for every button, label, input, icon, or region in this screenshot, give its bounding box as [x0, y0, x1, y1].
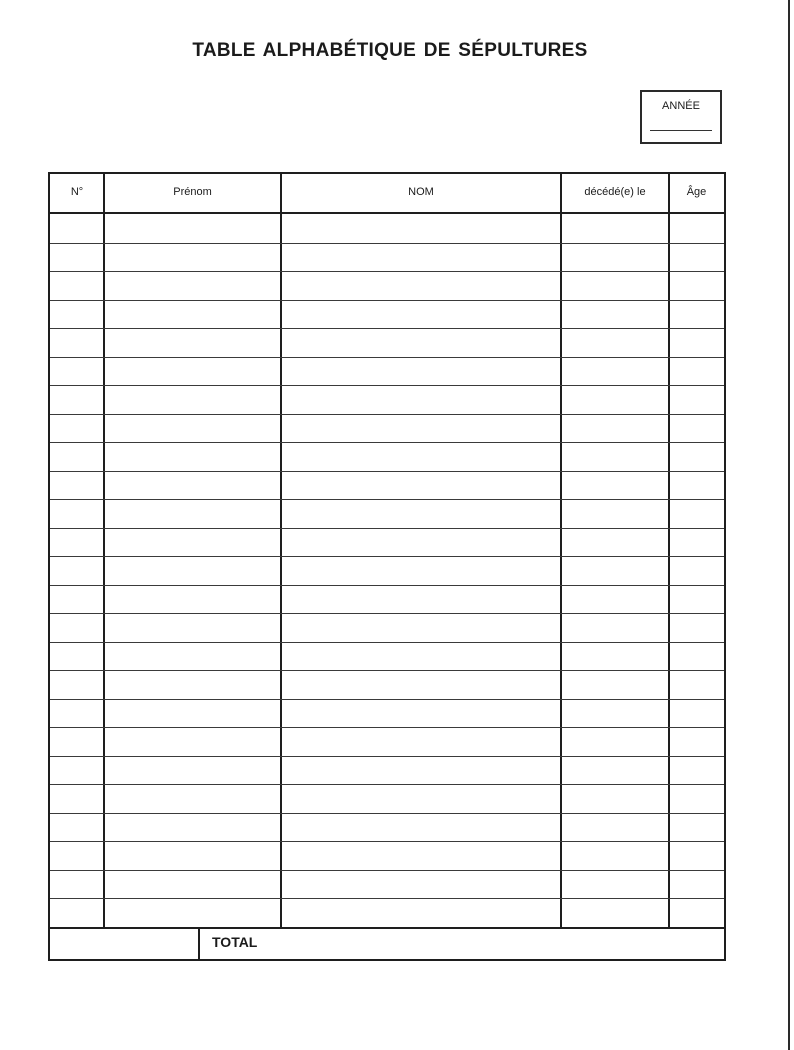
table-row[interactable]	[50, 385, 724, 414]
table-row[interactable]	[50, 556, 724, 585]
row-rule	[50, 670, 724, 671]
table-row[interactable]	[50, 870, 724, 899]
row-rule	[50, 300, 724, 301]
burial-register-table	[48, 172, 726, 929]
year-field[interactable]	[650, 130, 712, 131]
table-row[interactable]	[50, 414, 724, 443]
table-row[interactable]	[50, 898, 724, 927]
row-rule	[50, 642, 724, 643]
table-row[interactable]	[50, 585, 724, 614]
table-row[interactable]	[50, 271, 724, 300]
page-title: TABLE ALPHABÉTIQUE DE SÉPULTURES	[192, 40, 588, 61]
row-rule	[50, 613, 724, 614]
row-rule	[50, 414, 724, 415]
column-header-last-name: NOM	[408, 186, 434, 198]
row-rule	[50, 528, 724, 529]
table-row[interactable]	[50, 528, 724, 557]
table-row[interactable]	[50, 471, 724, 500]
table-row[interactable]	[50, 784, 724, 813]
column-header-death-date: décédé(e) le	[584, 186, 646, 198]
total-blank-cell[interactable]	[50, 927, 200, 959]
row-rule	[50, 870, 724, 871]
table-row[interactable]	[50, 499, 724, 528]
table-row[interactable]	[50, 841, 724, 870]
table-row[interactable]	[50, 214, 724, 243]
row-rule	[50, 471, 724, 472]
row-rule	[50, 898, 724, 899]
row-rule	[50, 243, 724, 244]
page-edge	[788, 0, 790, 1050]
table-row[interactable]	[50, 442, 724, 471]
table-row[interactable]	[50, 756, 724, 785]
row-rule	[50, 357, 724, 358]
row-rule	[50, 813, 724, 814]
table-row[interactable]	[50, 328, 724, 357]
table-row[interactable]	[50, 642, 724, 671]
table-row[interactable]	[50, 613, 724, 642]
row-rule	[50, 385, 724, 386]
table-row[interactable]	[50, 813, 724, 842]
row-rule	[50, 556, 724, 557]
year-box	[640, 90, 722, 144]
column-header-first-name: Prénom	[173, 186, 212, 198]
year-label: ANNÉE	[662, 100, 700, 112]
row-rule	[50, 271, 724, 272]
table-row[interactable]	[50, 357, 724, 386]
column-header-number: N°	[70, 186, 84, 198]
row-rule	[50, 585, 724, 586]
row-rule	[50, 699, 724, 700]
table-row[interactable]	[50, 699, 724, 728]
table-row[interactable]	[50, 670, 724, 699]
table-row[interactable]	[50, 727, 724, 756]
total-row	[48, 927, 726, 961]
row-rule	[50, 756, 724, 757]
total-label: TOTAL	[212, 934, 258, 950]
table-header-row	[50, 174, 724, 214]
row-rule	[50, 727, 724, 728]
row-rule	[50, 784, 724, 785]
row-rule	[50, 442, 724, 443]
row-rule	[50, 841, 724, 842]
row-rule	[50, 499, 724, 500]
table-row[interactable]	[50, 243, 724, 272]
row-rule	[50, 328, 724, 329]
table-row[interactable]	[50, 300, 724, 329]
column-header-age: Âge	[686, 186, 707, 198]
